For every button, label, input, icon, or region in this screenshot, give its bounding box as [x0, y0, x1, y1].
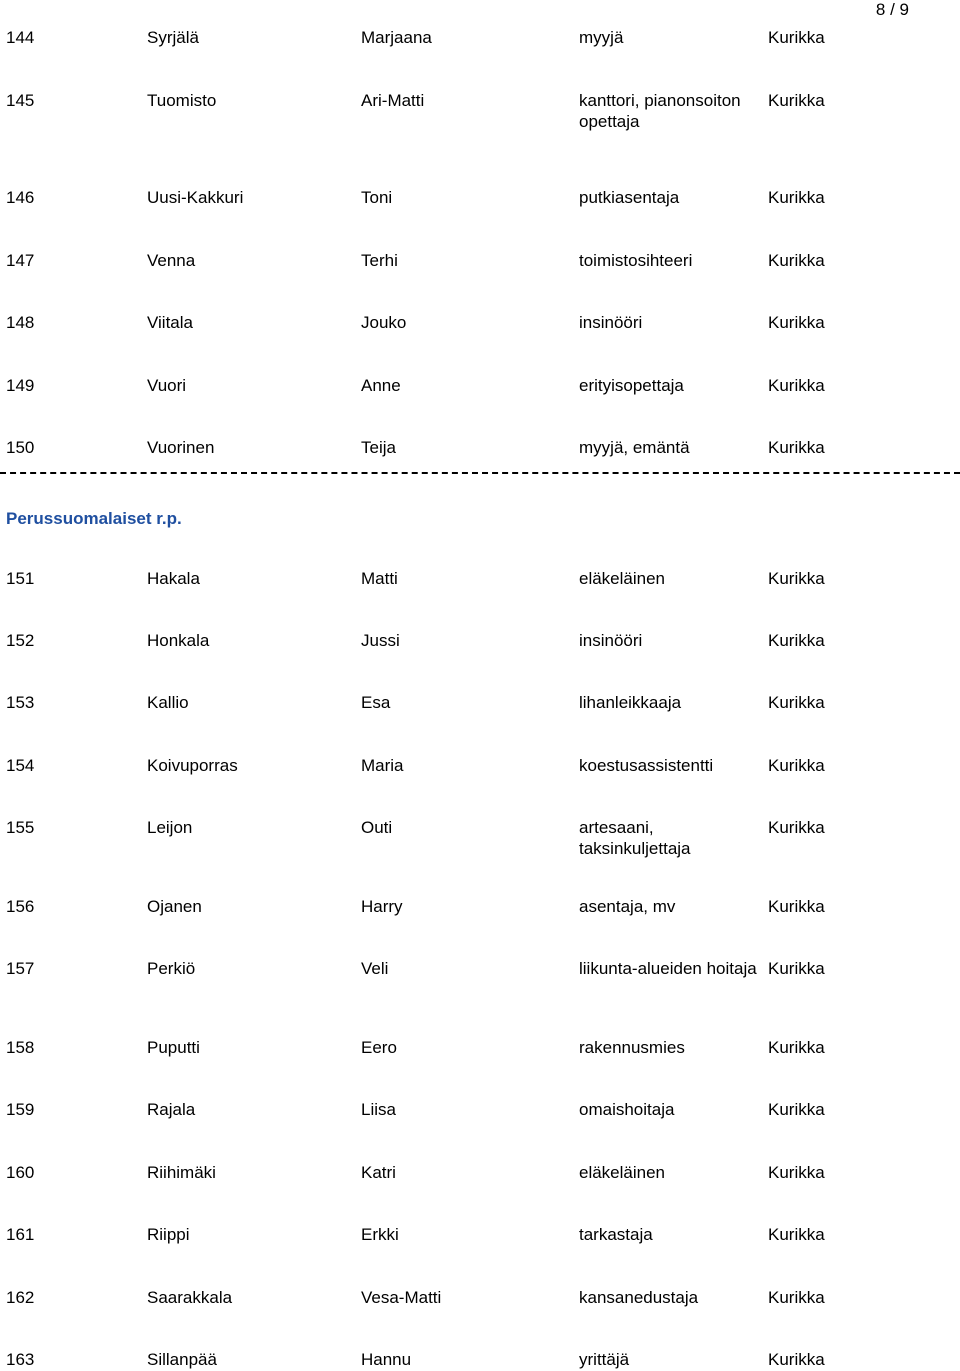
candidate-last-name: Tuomisto — [147, 91, 217, 110]
candidate-row — [0, 692, 960, 734]
candidate-occupation: toimistosihteeri — [579, 251, 693, 270]
candidate-row — [0, 375, 960, 417]
candidate-occupation: insinööri — [579, 313, 643, 332]
candidate-last-name: Rajala — [147, 1100, 196, 1119]
candidate-number: 160 — [6, 1163, 35, 1182]
candidate-row — [0, 817, 960, 859]
candidate-first-name: Esa — [361, 693, 391, 712]
candidate-city: Kurikka — [768, 693, 825, 712]
candidate-last-name: Vuorinen — [147, 438, 215, 457]
candidate-occupation: liikunta-alueiden hoitaja — [579, 959, 757, 978]
candidate-city: Kurikka — [768, 91, 825, 110]
candidate-first-name: Jussi — [361, 631, 400, 650]
candidate-city: Kurikka — [768, 818, 825, 837]
candidate-occupation: myyjä, emäntä — [579, 438, 690, 457]
candidate-occupation: tarkastaja — [579, 1225, 653, 1244]
candidate-number: 163 — [6, 1350, 35, 1369]
candidate-city: Kurikka — [768, 28, 825, 47]
candidate-occupation: omaishoitaja — [579, 1100, 675, 1119]
candidate-last-name: Leijon — [147, 818, 193, 837]
candidate-occupation: erityisopettaja — [579, 376, 684, 395]
candidate-occupation: rakennusmies — [579, 1038, 685, 1057]
candidate-number: 152 — [6, 631, 35, 650]
candidate-last-name: Viitala — [147, 313, 193, 332]
candidate-last-name: Sillanpää — [147, 1350, 217, 1369]
candidate-last-name: Uusi-Kakkuri — [147, 188, 244, 207]
candidate-last-name: Venna — [147, 251, 196, 270]
candidate-number: 144 — [6, 28, 35, 47]
candidate-occupation: insinööri — [579, 631, 643, 650]
candidate-first-name: Terhi — [361, 251, 398, 270]
candidate-number: 151 — [6, 569, 35, 588]
candidate-row — [0, 896, 960, 938]
candidate-row — [0, 1349, 960, 1371]
candidate-city: Kurikka — [768, 313, 825, 332]
candidate-last-name: Ojanen — [147, 897, 202, 916]
candidate-city: Kurikka — [768, 1225, 825, 1244]
candidate-occupation: artesaani, taksinkuljettaja — [579, 818, 691, 858]
candidate-row — [0, 1037, 960, 1079]
candidate-first-name: Harry — [361, 897, 403, 916]
candidate-row — [0, 27, 960, 69]
candidate-last-name: Kallio — [147, 693, 189, 712]
candidate-number: 156 — [6, 897, 35, 916]
candidate-first-name: Eero — [361, 1038, 397, 1057]
candidate-city: Kurikka — [768, 631, 825, 650]
candidate-first-name: Hannu — [361, 1350, 412, 1369]
candidate-last-name: Puputti — [147, 1038, 200, 1057]
candidate-number: 154 — [6, 756, 35, 775]
candidate-row — [0, 90, 960, 132]
candidate-city: Kurikka — [768, 376, 825, 395]
candidate-last-name: Riippi — [147, 1225, 190, 1244]
candidate-city: Kurikka — [768, 569, 825, 588]
candidate-city: Kurikka — [768, 756, 825, 775]
candidate-city: Kurikka — [768, 897, 825, 916]
candidate-first-name: Teija — [361, 438, 396, 457]
candidate-last-name: Syrjälä — [147, 28, 199, 47]
candidate-city: Kurikka — [768, 1288, 825, 1307]
candidate-row — [0, 1287, 960, 1329]
candidate-last-name: Vuori — [147, 376, 187, 395]
candidate-occupation: kansanedustaja — [579, 1288, 699, 1307]
candidate-first-name: Marjaana — [361, 28, 432, 47]
candidate-row — [0, 630, 960, 672]
candidate-city: Kurikka — [768, 1100, 825, 1119]
candidate-number: 159 — [6, 1100, 35, 1119]
candidate-row — [0, 312, 960, 354]
candidate-first-name: Toni — [361, 188, 393, 207]
candidate-row — [0, 958, 960, 1000]
candidate-city: Kurikka — [768, 1350, 825, 1369]
candidate-number: 161 — [6, 1225, 35, 1244]
candidate-occupation: yrittäjä — [579, 1350, 630, 1369]
candidate-city: Kurikka — [768, 251, 825, 270]
candidate-number: 147 — [6, 251, 35, 270]
candidate-city: Kurikka — [768, 1038, 825, 1057]
candidate-first-name: Outi — [361, 818, 393, 837]
candidate-city: Kurikka — [768, 188, 825, 207]
candidate-number: 153 — [6, 693, 35, 712]
candidate-first-name: Jouko — [361, 313, 407, 332]
candidate-last-name: Honkala — [147, 631, 210, 650]
candidate-number: 158 — [6, 1038, 35, 1057]
candidate-first-name: Veli — [361, 959, 389, 978]
section-divider — [0, 472, 960, 474]
candidate-number: 149 — [6, 376, 35, 395]
candidate-number: 157 — [6, 959, 35, 978]
candidate-last-name: Koivuporras — [147, 756, 238, 775]
candidate-last-name: Riihimäki — [147, 1163, 216, 1182]
candidate-number: 162 — [6, 1288, 35, 1307]
candidate-first-name: Vesa-Matti — [361, 1288, 442, 1307]
candidate-number: 146 — [6, 188, 35, 207]
candidate-number: 155 — [6, 818, 35, 837]
candidate-first-name: Katri — [361, 1163, 396, 1182]
candidate-occupation: eläkeläinen — [579, 1163, 666, 1182]
candidate-row — [0, 568, 960, 610]
page-number: 8 / 9 — [875, 0, 909, 19]
candidate-occupation: asentaja, mv — [579, 897, 676, 916]
candidate-row — [0, 1162, 960, 1204]
candidate-occupation: kanttori, pianonsoiton opettaja — [579, 91, 741, 131]
candidate-city: Kurikka — [768, 959, 825, 978]
candidate-last-name: Perkiö — [147, 959, 196, 978]
candidate-row — [0, 250, 960, 292]
candidate-occupation: lihanleikkaaja — [579, 693, 682, 712]
candidate-row — [0, 755, 960, 797]
candidate-row — [0, 1099, 960, 1141]
candidate-city: Kurikka — [768, 438, 825, 457]
candidate-city: Kurikka — [768, 1163, 825, 1182]
candidate-occupation: myyjä — [579, 28, 624, 47]
candidate-last-name: Hakala — [147, 569, 200, 588]
candidate-occupation: putkiasentaja — [579, 188, 680, 207]
candidate-last-name: Saarakkala — [147, 1288, 233, 1307]
candidate-number: 148 — [6, 313, 35, 332]
candidate-first-name: Liisa — [361, 1100, 396, 1119]
candidate-first-name: Anne — [361, 376, 401, 395]
candidate-occupation: eläkeläinen — [579, 569, 666, 588]
candidate-row — [0, 1224, 960, 1266]
candidate-first-name: Maria — [361, 756, 404, 775]
candidate-first-name: Ari-Matti — [361, 91, 425, 110]
party-section-title: Perussuomalaiset r.p. — [6, 509, 182, 528]
candidate-first-name: Erkki — [361, 1225, 399, 1244]
candidate-occupation: koestusassistentti — [579, 756, 714, 775]
candidate-number: 150 — [6, 438, 35, 457]
candidate-first-name: Matti — [361, 569, 398, 588]
candidate-row — [0, 187, 960, 229]
candidate-number: 145 — [6, 91, 35, 110]
